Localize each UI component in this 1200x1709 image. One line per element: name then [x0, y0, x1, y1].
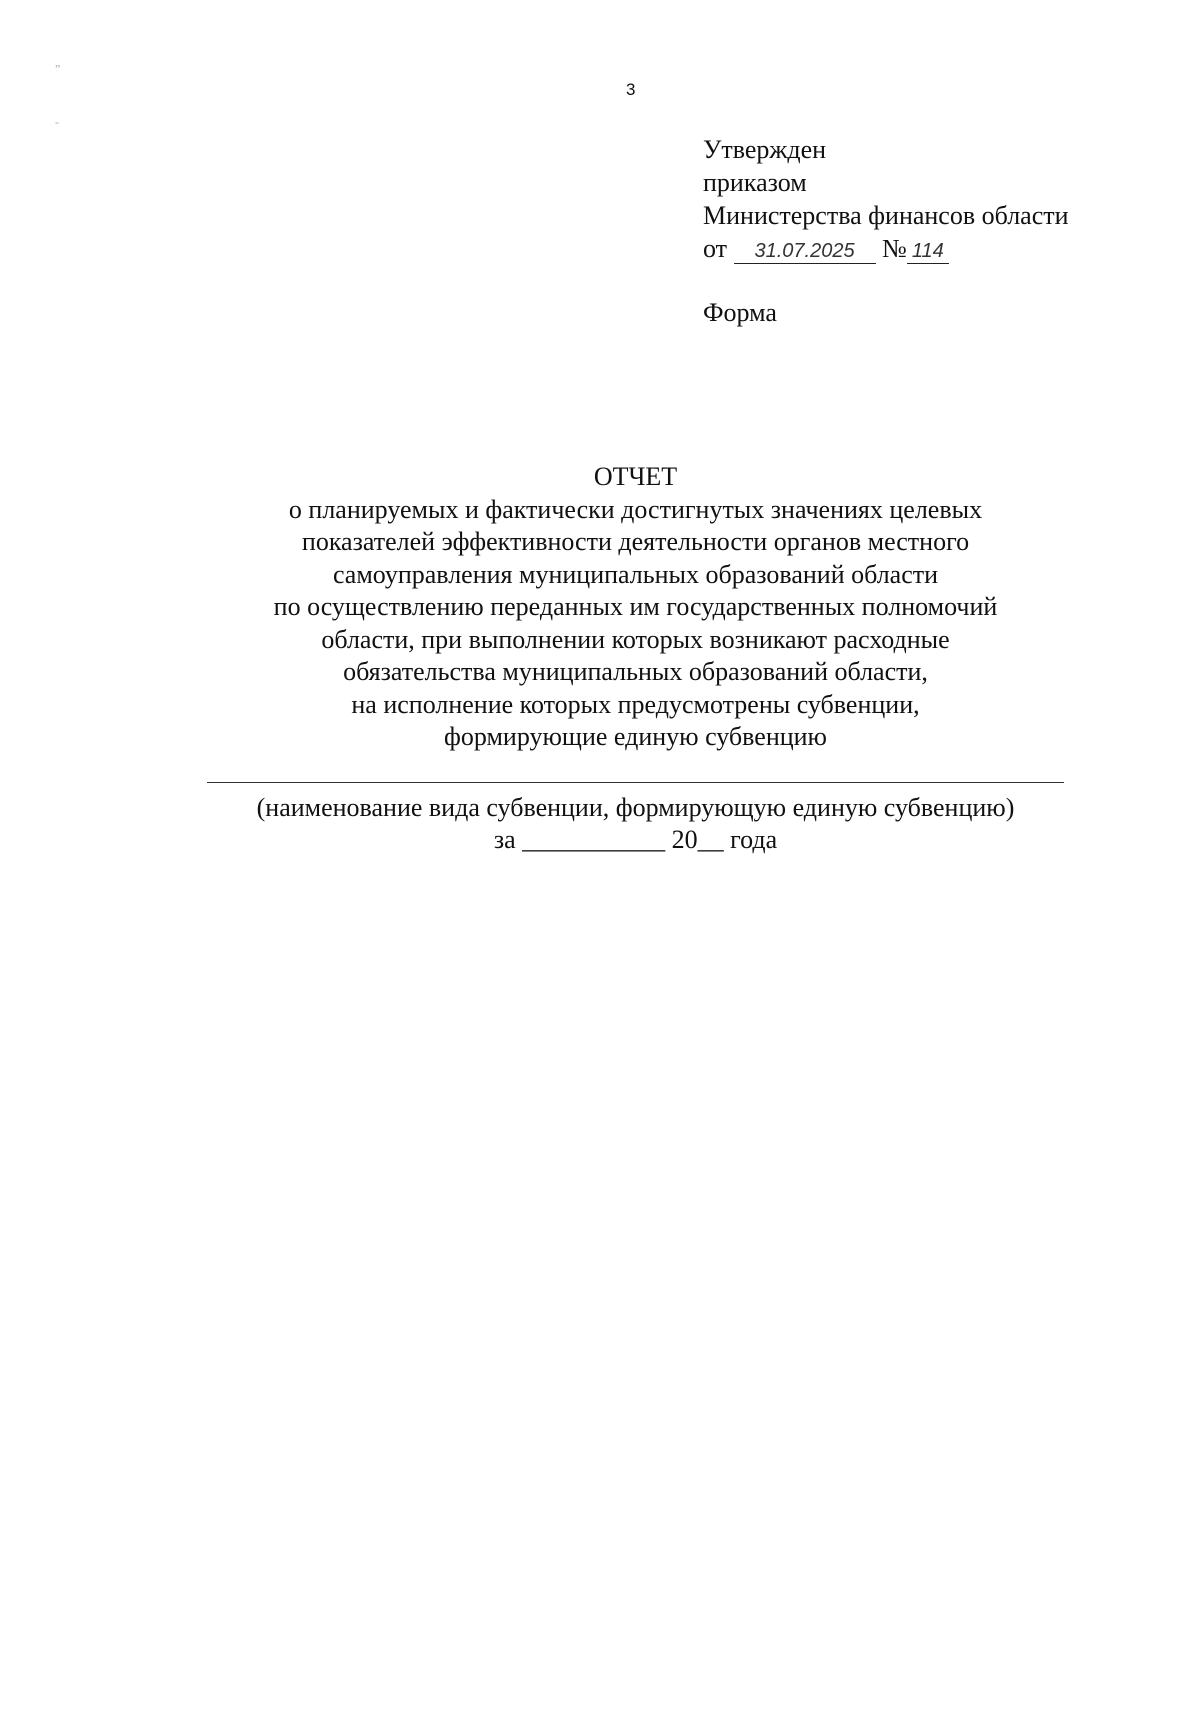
approval-block: [703, 133, 1069, 265]
fill-in-line: [207, 782, 1064, 783]
report-title-line: обязательства муниципальных образований области,: [343, 657, 928, 686]
number-label: №: [882, 234, 907, 263]
form-label: Форма: [703, 298, 777, 327]
report-title-line: области, при выполнении которых возникают расходные: [321, 624, 950, 654]
scan-mark: -: [55, 115, 59, 129]
report-title-line: о планируемых и фактически достигнутых значениях целевых: [288, 494, 983, 524]
period-line: за ___________ 20__ года: [493, 825, 778, 854]
handwritten-date: 31.07.2025: [734, 239, 876, 264]
caption-block: [207, 792, 1064, 856]
report-title-line: самоуправления муниципальных образований области: [332, 559, 939, 589]
field-caption: (наименование вида субвенции, формирующую единую субвенцию): [256, 793, 1015, 822]
handwritten-number: 114: [907, 239, 949, 264]
from-label: от: [703, 234, 728, 263]
approval-line: Министерства финансов области: [703, 201, 1069, 230]
report-title-line: по осуществлению переданных им государственных полномочий: [273, 592, 998, 621]
report-title: [207, 461, 1064, 754]
page-number: 3: [626, 80, 636, 99]
report-title-line: на исполнение которых предусмотрены субвенции,: [351, 689, 920, 719]
approval-line: приказом: [703, 168, 807, 197]
approval-line: Утвержден: [703, 135, 827, 164]
scan-mark: „: [55, 55, 61, 69]
report-heading: ОТЧЕТ: [593, 462, 678, 491]
approval-date-line: [703, 232, 1069, 265]
report-title-line: показателей эффективности деятельности органов местного: [301, 527, 970, 556]
report-title-line: формирующие единую субвенцию: [444, 722, 827, 751]
